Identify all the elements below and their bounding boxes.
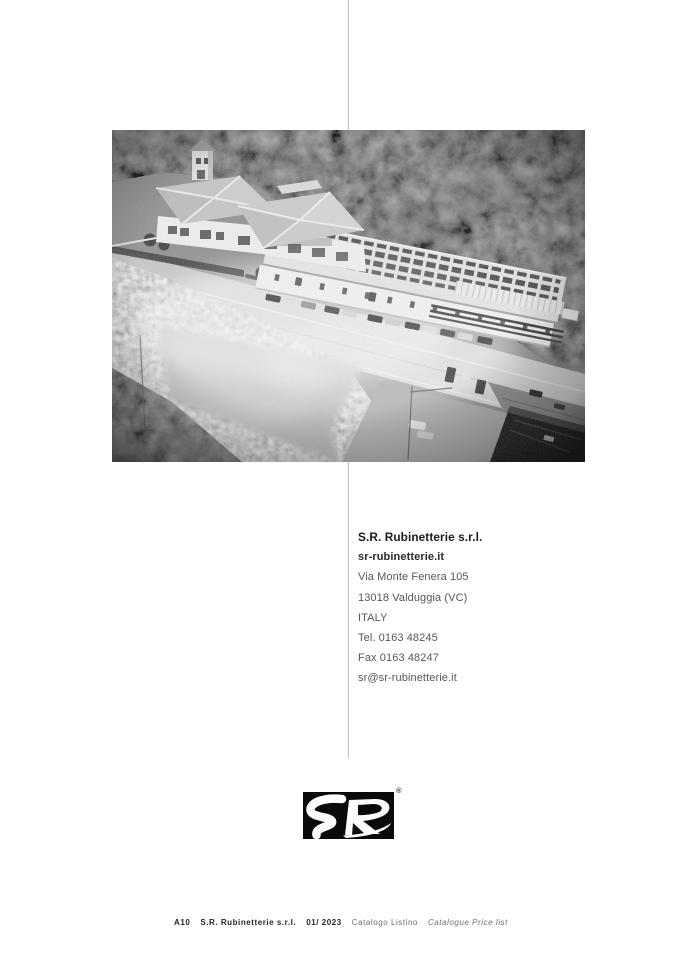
- footer-company: S.R. Rubinetterie s.r.l.: [200, 918, 297, 927]
- footer-catalog-label-it: Catalogo Listino: [351, 918, 418, 927]
- footer-edition: 01/ 2023: [306, 918, 342, 927]
- sr-logo: [303, 786, 407, 839]
- contact-block: [358, 530, 578, 692]
- registered-trademark-icon: ®: [396, 786, 402, 795]
- footer-page-code: A10: [174, 918, 191, 927]
- address-street: Via Monte Fenera 105: [358, 571, 469, 584]
- address-country: ITALY: [358, 611, 388, 624]
- page-footer: [174, 918, 508, 927]
- company-name: S.R. Rubinetterie s.r.l.: [358, 530, 483, 544]
- factory-aerial-photo: [112, 130, 585, 462]
- company-website: sr-rubinetterie.it: [358, 551, 445, 564]
- phone-number: Tel. 0163 48245: [358, 631, 438, 644]
- email-address: sr@sr-rubinetterie.it: [358, 672, 457, 685]
- factory-aerial-photo-art: [112, 130, 585, 462]
- footer-catalog-label-en: Catalogue Price list: [427, 918, 508, 927]
- address-city: 13018 Valduggia (VC): [358, 591, 468, 604]
- fax-number: Fax 0163 48247: [358, 652, 439, 665]
- sr-logo-icon: [303, 792, 394, 839]
